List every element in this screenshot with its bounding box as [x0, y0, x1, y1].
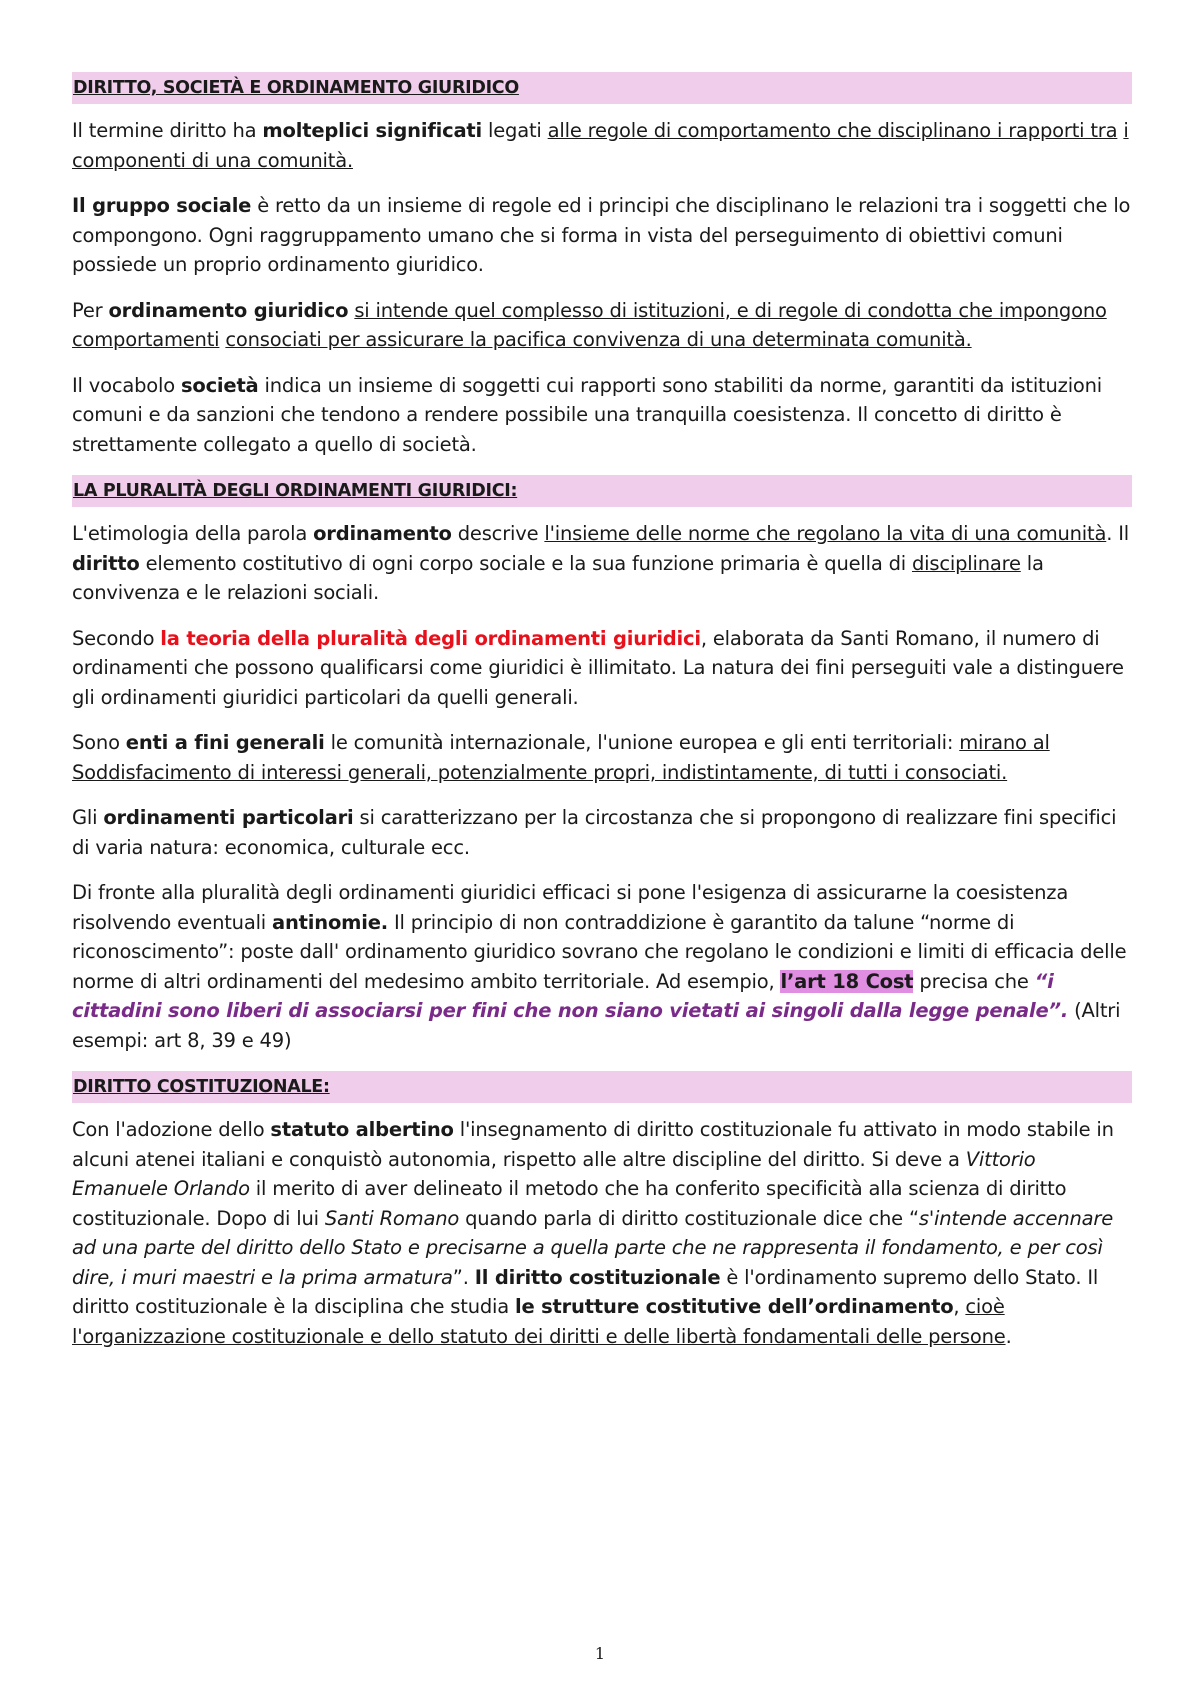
section-heading: DIRITTO COSTITUZIONALE:: [72, 1071, 1132, 1103]
text-run: quando parla di diritto costituzionale dice che “: [459, 1206, 919, 1230]
text-run: descrive: [451, 522, 545, 545]
text-run: è l'ordinamento supremo dello Stato. Il diritto costituzionale è la disciplina che studia: [72, 1265, 1099, 1318]
bold-term: statuto albertino: [270, 1118, 454, 1141]
text-run: legati: [482, 119, 548, 142]
text-run: Secondo: [72, 626, 161, 650]
underlined-text: consociati per assicurare la pacifica convivenza di una determinata comunità.: [225, 328, 972, 351]
text-run: la convivenza e le relazioni sociali.: [72, 551, 1044, 604]
text-run: le comunità internazionale, l'unione europea e gli enti territoriali:: [324, 731, 960, 754]
paragraph: [72, 624, 1132, 713]
text-run: ”.: [452, 1265, 475, 1289]
paragraph: [72, 519, 1132, 608]
paragraph: [72, 296, 1132, 355]
paragraph: [72, 1115, 1132, 1351]
section-diritto-costituzionale: [72, 1071, 1132, 1351]
underlined-text: alle regole di comportamento che disciplinano i rapporti tra: [547, 119, 1118, 142]
paragraph: [72, 116, 1132, 175]
underlined-text: i componenti di una comunità.: [72, 119, 1129, 172]
text-run: L'etimologia della parola: [72, 522, 314, 545]
text-run: Il principio di non contraddizione è garantito da talune “norme di riconoscimento”: poste dall' ordinamento giuridico sovrano che regolano le condizioni e limiti di efficacia delle norme di altri ordinamenti del medesimo ambito territoriale. Ad esempio,: [72, 910, 1127, 993]
text-run: si caratterizzano per la circostanza che si propongono di realizzare fini specifici di varia natura: economica, culturale ecc.: [72, 806, 1117, 859]
text-run: ,: [953, 1295, 966, 1318]
paragraph: [72, 191, 1132, 280]
highlighted-theory: la teoria della pluralità degli ordinamenti giuridici: [160, 626, 701, 650]
page-number: 1: [594, 1644, 606, 1663]
underlined-text: cioè l'organizzazione costituzionale e dello statuto dei diritti e delle libertà fondamentali delle persone: [72, 1295, 1006, 1348]
text-run: Gli: [72, 806, 104, 829]
text-run: , elaborata da Santi Romano, il numero di ordinamenti che possono qualificarsi come giuridici è illimitato. La natura dei fini perseguiti vale a distinguere gli ordinamenti giuridici particolari da quelli generali.: [72, 626, 1124, 709]
bold-term: antinomie.: [272, 910, 388, 934]
text-run: è retto da un insieme di regole ed i principi che disciplinano le relazioni tra i soggetti che lo compongono. Ogni raggruppamento umano che si forma in vista del perseguimento di obiettivi comuni possiede un proprio ordinamento giuridico.: [72, 194, 1131, 276]
underlined-text: si intende quel complesso di istituzioni, e di regole di condotta che impongono comportamenti: [72, 298, 1107, 351]
paragraph: [72, 803, 1132, 862]
text-run: il merito di aver delineato il metodo che ha conferito specificità alla scienza di diritto costituzionale. Dopo di lui: [72, 1177, 1067, 1230]
text-run: elemento costitutivo di ogni corpo sociale e la sua funzione primaria è quella di: [139, 551, 912, 575]
text-run: . Il: [1106, 522, 1130, 545]
bold-term: Il gruppo sociale: [72, 194, 252, 217]
underlined-text: mirano al Soddisfacimento di interessi generali, potenzialmente propri, indistintamente, di tutti i consociati.: [72, 731, 1050, 784]
text-run: precisa che: [913, 969, 1035, 993]
text-run: Per: [72, 298, 109, 322]
italic-name: Vittorio Emanuele Orlando: [72, 1147, 1036, 1200]
section-heading: LA PLURALITÀ DEGLI ORDINAMENTI GIURIDICI:: [72, 475, 1132, 507]
section-diritto-societa: [72, 72, 1132, 459]
italic-name: Santi Romano: [324, 1206, 460, 1230]
text-run: Il termine diritto ha: [72, 119, 263, 142]
text-run: l'insegnamento di diritto costituzionale fu attivato in modo stabile in alcuni atenei italiani e conquistò autonomia, rispetto alle altre discipline del diritto. Si deve a: [72, 1118, 1114, 1171]
article-quote: “i cittadini sono liberi di associarsi per fini che non siano vietati ai singoli dalla legge penale”.: [72, 969, 1069, 1022]
bold-term: enti a fini generali: [125, 731, 325, 754]
text-run: Sono: [72, 731, 126, 754]
bold-term: ordinamento giuridico: [108, 298, 349, 322]
paragraph: [72, 878, 1132, 1055]
bold-term: Il diritto costituzionale: [474, 1265, 721, 1289]
bold-term: ordinamenti particolari: [103, 806, 354, 829]
underlined-text: disciplinare: [911, 551, 1021, 575]
text-run: indica un insieme di soggetti cui rapporti sono stabiliti da norme, garantiti da istituzioni comuni e da sanzioni che tendono a rendere possibile una tranquilla coesistenza. Il concetto di diritto è strettamente collegato a quello di società.: [72, 373, 1103, 456]
text-run: (Altri esempi: art 8, 39 e 49): [72, 999, 1121, 1052]
paragraph: [72, 728, 1132, 787]
text-run: Di fronte alla pluralità degli ordinamenti giuridici efficaci si pone l'esigenza di assicurarne la coesistenza risolvendo eventuali: [72, 881, 1069, 934]
text-run: .: [1005, 1324, 1012, 1348]
highlighted-article: l’art 18 Cost: [780, 969, 914, 993]
underlined-text: l'insieme delle norme che regolano la vita di una comunità: [544, 522, 1107, 545]
bold-term: molteplici significati: [262, 119, 483, 142]
section-heading: DIRITTO, SOCIETÀ E ORDINAMENTO GIURIDICO: [72, 72, 1132, 104]
bold-term: ordinamento: [313, 522, 452, 545]
section-pluralita-ordinamenti: [72, 475, 1132, 1055]
text-run: Con l'adozione dello: [72, 1118, 271, 1141]
bold-term: società: [180, 373, 259, 397]
italic-quote: s'intende accennare ad una parte del diritto dello Stato e precisarne a quella parte che ne rappresenta il fondamento, e per così dire, i muri maestri e la prima armatura: [72, 1206, 1114, 1289]
bold-term: le strutture costitutive dell’ordinamento: [515, 1295, 954, 1318]
document-body: [72, 72, 1132, 1367]
bold-term: diritto: [72, 551, 140, 575]
text-run: Il vocabolo: [72, 373, 181, 397]
paragraph: [72, 371, 1132, 460]
